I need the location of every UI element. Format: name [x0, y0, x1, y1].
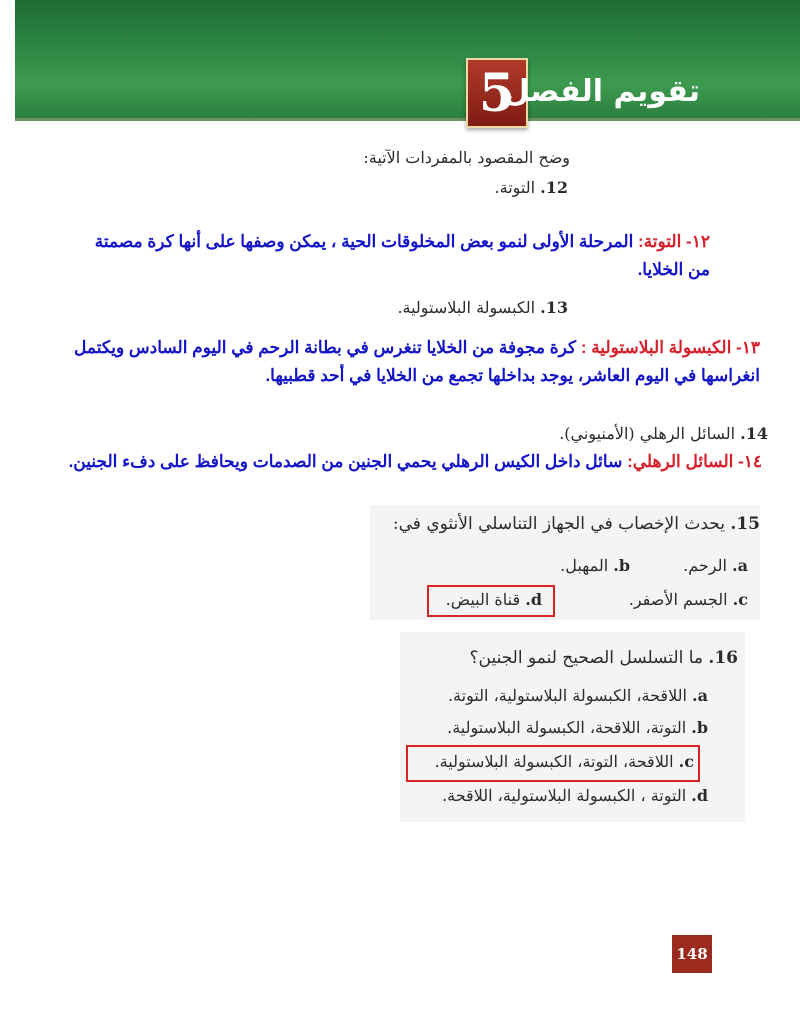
answer-text: المرحلة الأولى لنمو بعض المخلوقات الحية ، يمكن وصفها على أنها كرة مصمتة من الخلايا. — [94, 232, 710, 279]
option-letter: b. — [691, 718, 708, 737]
option-text: الرحم. — [683, 556, 727, 575]
option-letter: d. — [691, 786, 708, 805]
answer-term: ١٣- الكبسولة البلاستولية : — [580, 338, 760, 357]
q15-option-c[interactable] — [629, 590, 748, 609]
option-text: المهبل. — [560, 556, 609, 575]
q16-option-b[interactable] — [447, 718, 708, 737]
option-text: اللاقحة، الكبسولة البلاستولية، التوتة. — [447, 686, 687, 705]
answer-term: ١٤- السائل الرهلي: — [627, 452, 762, 471]
option-letter: c. — [732, 590, 748, 609]
option-letter: c. — [678, 752, 694, 771]
question-16 — [469, 648, 738, 668]
option-letter: a. — [692, 686, 708, 705]
correct-answer-highlight — [427, 585, 555, 617]
question-text: ما التسلسل الصحيح لنمو الجنين؟ — [469, 648, 703, 668]
chapter-number-badge: 5 — [466, 58, 528, 128]
answer-14 — [32, 448, 762, 476]
intro-instruction: وضح المقصود بالمفردات الآتية: — [363, 148, 570, 167]
answer-12 — [90, 228, 710, 284]
option-text: التوتة ، الكبسولة البلاستولية، اللاقحة. — [442, 786, 687, 805]
answer-13 — [40, 334, 760, 390]
question-13 — [397, 298, 568, 317]
question-12 — [495, 178, 568, 197]
correct-answer-highlight — [406, 745, 700, 782]
option-letter: d. — [525, 590, 542, 609]
q15-option-a[interactable] — [683, 556, 748, 575]
answer-text: سائل داخل الكيس الرهلي يحمي الجنين من الصدمات ويحافظ على دفء الجنين. — [68, 452, 628, 471]
option-text: اللاقحة، التوتة، الكبسولة البلاستولية. — [434, 752, 674, 771]
question-number: 14. — [740, 424, 768, 443]
header-divider — [15, 118, 800, 121]
question-number: 12. — [540, 178, 568, 197]
option-letter: b. — [613, 556, 630, 575]
answer-term: ١٢- التوتة: — [638, 232, 710, 251]
chapter-title: تقويم الفصل — [503, 74, 700, 109]
question-text: الكبسولة البلاستولية. — [397, 298, 536, 317]
q15-option-b[interactable] — [560, 556, 630, 575]
option-text: قناة البيض. — [445, 590, 521, 609]
q16-option-d[interactable] — [442, 786, 708, 805]
option-letter: a. — [732, 556, 748, 575]
question-15 — [393, 514, 760, 534]
question-text: السائل الرهلي (الأمنيوني). — [559, 424, 736, 443]
question-14 — [559, 424, 768, 443]
option-text: الجسم الأصفر. — [628, 590, 728, 609]
question-text: يحدث الإخصاب في الجهاز التناسلي الأنثوي في: — [392, 514, 725, 534]
answer-text: كرة مجوفة من الخلايا تنغرس في بطانة الرحم في اليوم السادس ويكتمل انغراسها في اليوم العاشر، يوجد بداخلها تجمع من الخلايا في أحد قطبيها. — [74, 338, 760, 385]
question-text: التوتة. — [494, 178, 536, 197]
page-number: 148 — [672, 935, 712, 973]
q16-option-a[interactable] — [448, 686, 708, 705]
question-number: 15. — [730, 514, 760, 534]
question-number: 16. — [708, 648, 738, 668]
option-text: التوتة، اللاقحة، الكبسولة البلاستولية. — [447, 718, 687, 737]
question-number: 13. — [540, 298, 568, 317]
